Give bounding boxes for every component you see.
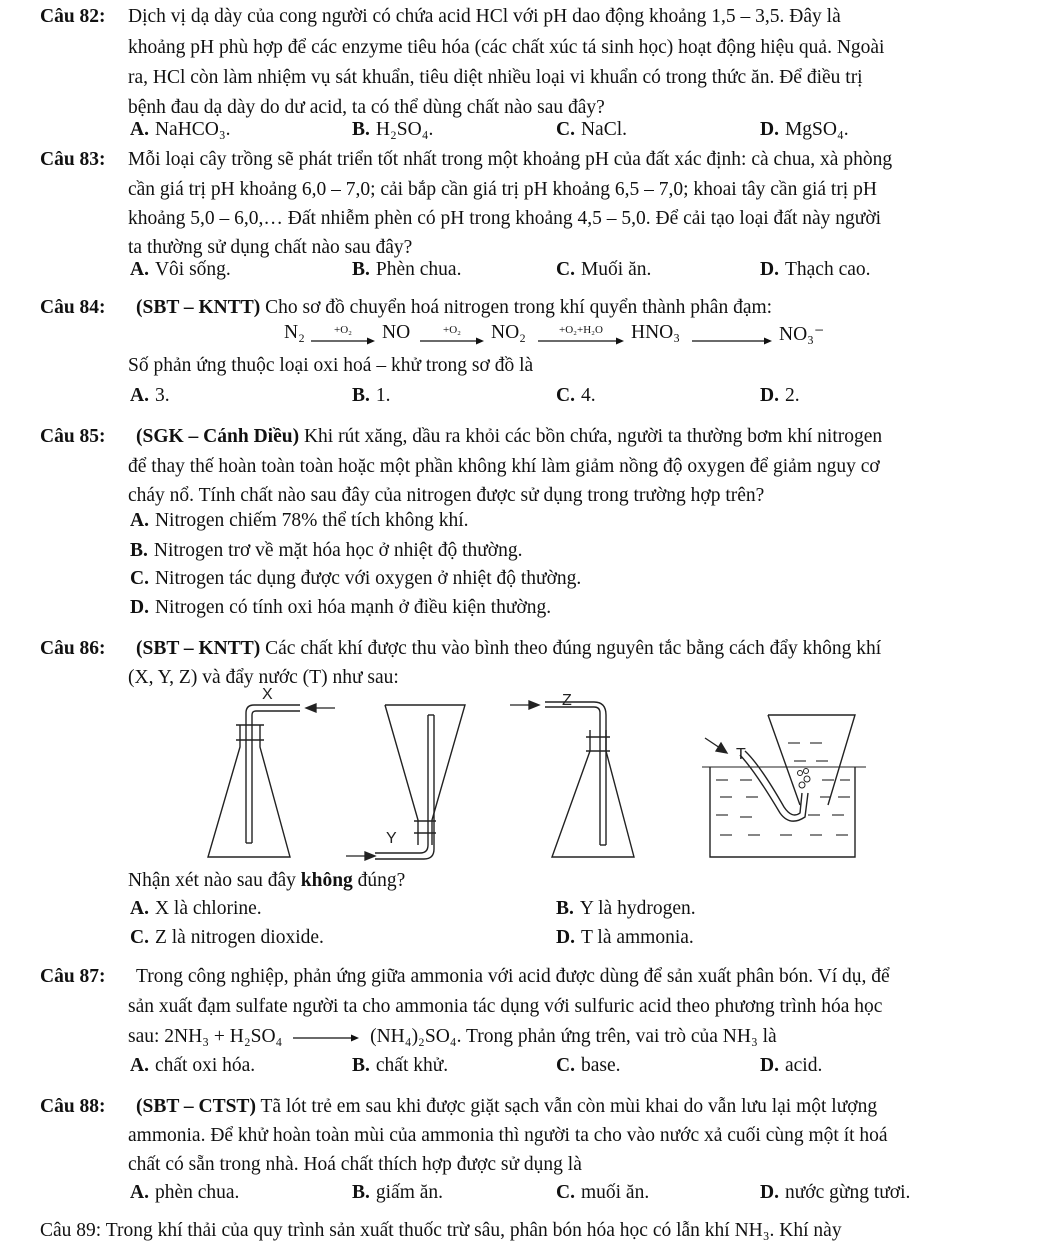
arrow-2-label: +O₂	[443, 324, 461, 336]
q88-number: Câu 88:	[40, 1096, 106, 1117]
q86-option-a: A. X là chlorine.	[130, 898, 262, 919]
q85-line-1	[40, 425, 883, 449]
q83-option-a: A. Vôi sống.	[130, 259, 231, 280]
q88-option-b: B. giấm ăn.	[352, 1182, 444, 1203]
q83-line-4: ta thường sử dụng chất nào sau đây?	[128, 237, 413, 258]
arrow-y-icon	[346, 852, 375, 860]
q85-option-a: A. Nitrogen chiếm 78% thể tích không khí.	[130, 510, 469, 531]
arrow-3-label: +O₂+H₂O	[559, 324, 603, 336]
q87-number: Câu 87:	[40, 966, 106, 987]
q85-text-1: Khi rút xăng, dầu ra khỏi các bồn chứa, người ta thường bơm khí nitrogen	[299, 426, 883, 447]
arrow-4-icon	[692, 334, 772, 348]
q84-source: (SBT – KNTT)	[136, 297, 261, 318]
q86-option-b: B. Y là hydrogen.	[556, 898, 696, 919]
q82-number: Câu 82:	[40, 6, 106, 27]
q83-option-b: B. Phèn chua.	[352, 259, 462, 280]
q84-line-1	[40, 296, 773, 320]
q86-text-1: Các chất khí được thu vào bình theo đúng nguyên tắc bằng cách đẩy không khí	[260, 638, 882, 659]
q88-line-2: ammonia. Để khử hoàn toàn mùi của ammonia thì người ta cho vào nước xả cuối cùng một ít hoá	[128, 1125, 888, 1146]
species-n2: N₂	[284, 322, 305, 343]
q84-option-c: C. 4.	[556, 385, 596, 406]
label-y: Y	[386, 830, 397, 847]
q82-option-d: D. MgSO₄.	[760, 119, 849, 140]
q88-line-1	[40, 1095, 878, 1119]
arrow-1-label: +O₂	[334, 324, 352, 336]
q86-line-1	[40, 637, 882, 661]
q87-option-b: B. chất khử.	[352, 1055, 449, 1076]
arrow-t-icon	[705, 738, 727, 753]
q83-number: Câu 83:	[40, 149, 106, 170]
q85-source: (SGK – Cánh Diều)	[136, 426, 300, 447]
reaction-arrow-3	[538, 324, 624, 346]
q87-line-1	[40, 965, 890, 989]
trough-t	[710, 715, 855, 857]
gas-collection-diagram	[200, 685, 900, 870]
label-x: X	[262, 686, 273, 703]
q88-option-c: C. muối ăn.	[556, 1182, 650, 1203]
q87-text-1: Trong công nghiệp, phản ứng giữa ammonia với acid được dùng để sản xuất phân bón. Ví dụ, để	[136, 966, 890, 987]
q84-option-a: A. 3.	[130, 385, 170, 406]
q83-line-3: khoảng 5,0 – 6,0,… Đất nhiễm phèn có pH trong khoảng 4,5 – 5,0. Để cải tạo loại đất này người	[128, 208, 882, 229]
reaction-arrow-4	[692, 332, 772, 346]
q87-products: (NH₄)₂SO₄. Trong phản ứng trên, vai trò của NH₃ là	[370, 1026, 777, 1047]
q84-line-2: Số phản ứng thuộc loại oxi hoá – khử trong sơ đồ là	[128, 355, 534, 376]
water-dashes	[702, 743, 866, 835]
q82-option-b: B. H₂SO₄.	[352, 119, 434, 140]
arrow-x-icon	[306, 704, 335, 712]
arrow-z-icon	[510, 701, 539, 709]
q86-question: Nhận xét nào sau đây không đúng?	[128, 870, 406, 891]
q86-option-c: C. Z là nitrogen dioxide.	[130, 927, 324, 948]
q83-option-c: C. Muối ăn.	[556, 259, 652, 280]
q86-source: (SBT – KNTT)	[136, 638, 261, 659]
q85-option-b: B. Nitrogen trơ về mặt hóa học ở nhiệt độ thường.	[130, 540, 523, 561]
q82-line-1	[40, 5, 841, 29]
label-z: Z	[562, 692, 572, 709]
q83-option-d: D. Thạch cao.	[760, 259, 871, 280]
q88-option-d: D. nước gừng tươi.	[760, 1182, 911, 1203]
q85-number: Câu 85:	[40, 426, 106, 447]
reaction-arrow-1	[311, 324, 375, 346]
q85-option-d: D. Nitrogen có tính oxi hóa mạnh ở điều kiện thường.	[130, 597, 552, 618]
q83-text-1: Mỗi loại cây trồng sẽ phát triển tốt nhất trong một khoảng pH của đất xác định: cà chua, xà phòng	[128, 149, 893, 170]
q84-text-1: Cho sơ đồ chuyển hoá nitrogen trong khí quyển thành phân đạm:	[260, 297, 773, 318]
q88-text-1: Tã lót trẻ em sau khi được giặt sạch vẫn còn mùi khai do vẫn lưu lại một lượng	[255, 1096, 878, 1117]
q87-equation-line	[128, 1025, 777, 1049]
reaction-arrow-2	[420, 324, 484, 346]
flask-x	[208, 705, 300, 857]
q85-line-2: để thay thế hoàn toàn toàn hoặc một phần không khí làm giảm nồng độ oxygen để giảm nguy cơ	[128, 456, 880, 477]
q84-number: Câu 84:	[40, 297, 106, 318]
label-t: T	[736, 746, 746, 763]
q82-line-3: ra, HCl còn làm nhiệm vụ sát khuẩn, tiêu diệt nhiều loại vi khuẩn có trong thức ăn. Để điều trị	[128, 67, 863, 88]
q85-line-3: cháy nổ. Tính chất nào sau đây của nitrogen được sử dụng trong trường hợp trên?	[128, 485, 765, 506]
q87-reactants: sau: 2NH₃ + H₂SO₄	[128, 1026, 283, 1047]
q86-number: Câu 86:	[40, 638, 106, 659]
q88-option-a: A. phèn chua.	[130, 1182, 240, 1203]
q82-option-c: C. NaCl.	[556, 119, 628, 140]
q87-option-c: C. base.	[556, 1055, 621, 1076]
species-no: NO	[382, 322, 411, 343]
q88-source: (SBT – CTST)	[136, 1096, 256, 1117]
q83-line-2: cần giá trị pH khoảng 6,0 – 7,0; cải bắp cần giá trị pH khoảng 6,5 – 7,0; khoai tây cần giá trị pH	[128, 179, 877, 200]
q86-line-2: (X, Y, Z) và đẩy nước (T) như sau:	[128, 667, 399, 688]
gas-bubbles	[798, 769, 811, 789]
q89-partial-line: Câu 89: Trong khí thải của quy trình sản xuất thuốc trừ sâu, phân bón hóa học có lẫn khí NH₃. Khí này	[40, 1220, 842, 1241]
q87-option-d: D. acid.	[760, 1055, 823, 1076]
flask-z	[545, 702, 634, 857]
arrow-3-icon	[538, 334, 624, 348]
q88-line-3: chất có sẵn trong nhà. Hoá chất thích hợp được sử dụng là	[128, 1154, 582, 1175]
species-no3-ion: NO₃⁻	[779, 324, 825, 345]
q82-line-4: bệnh đau dạ dày do dư acid, ta có thể dùng chất nào sau đây?	[128, 97, 605, 118]
arrow-2-icon	[420, 334, 484, 348]
q86-option-d: D. T là ammonia.	[556, 927, 694, 948]
q87-arrow-icon	[293, 1031, 359, 1045]
q82-text-1: Dịch vị dạ dày của cong người có chứa acid HCl với pH dao động khoảng 1,5 – 3,5. Đây là	[128, 6, 841, 27]
q83-line-1	[40, 148, 893, 172]
q87-line-2: sản xuất đạm sulfate người ta cho ammonia tác dụng với sulfuric acid theo phương trình hóa học	[128, 996, 883, 1017]
q82-line-2: khoảng pH phù hợp để các enzyme tiêu hóa (các chất xúc tá sinh học) hoạt động hiệu quả. Ngoài	[128, 37, 885, 58]
q87-option-a: A. chất oxi hóa.	[130, 1055, 256, 1076]
q84-option-d: D. 2.	[760, 385, 800, 406]
q86-negation: không	[300, 870, 353, 891]
q85-option-c: C. Nitrogen tác dụng được với oxygen ở nhiệt độ thường.	[130, 568, 582, 589]
q84-option-b: B. 1.	[352, 385, 391, 406]
q82-option-a: A. NaHCO₃.	[130, 119, 231, 140]
arrow-1-icon	[311, 334, 375, 348]
species-hno3: HNO₃	[631, 322, 681, 343]
species-no2: NO₂	[491, 322, 526, 343]
